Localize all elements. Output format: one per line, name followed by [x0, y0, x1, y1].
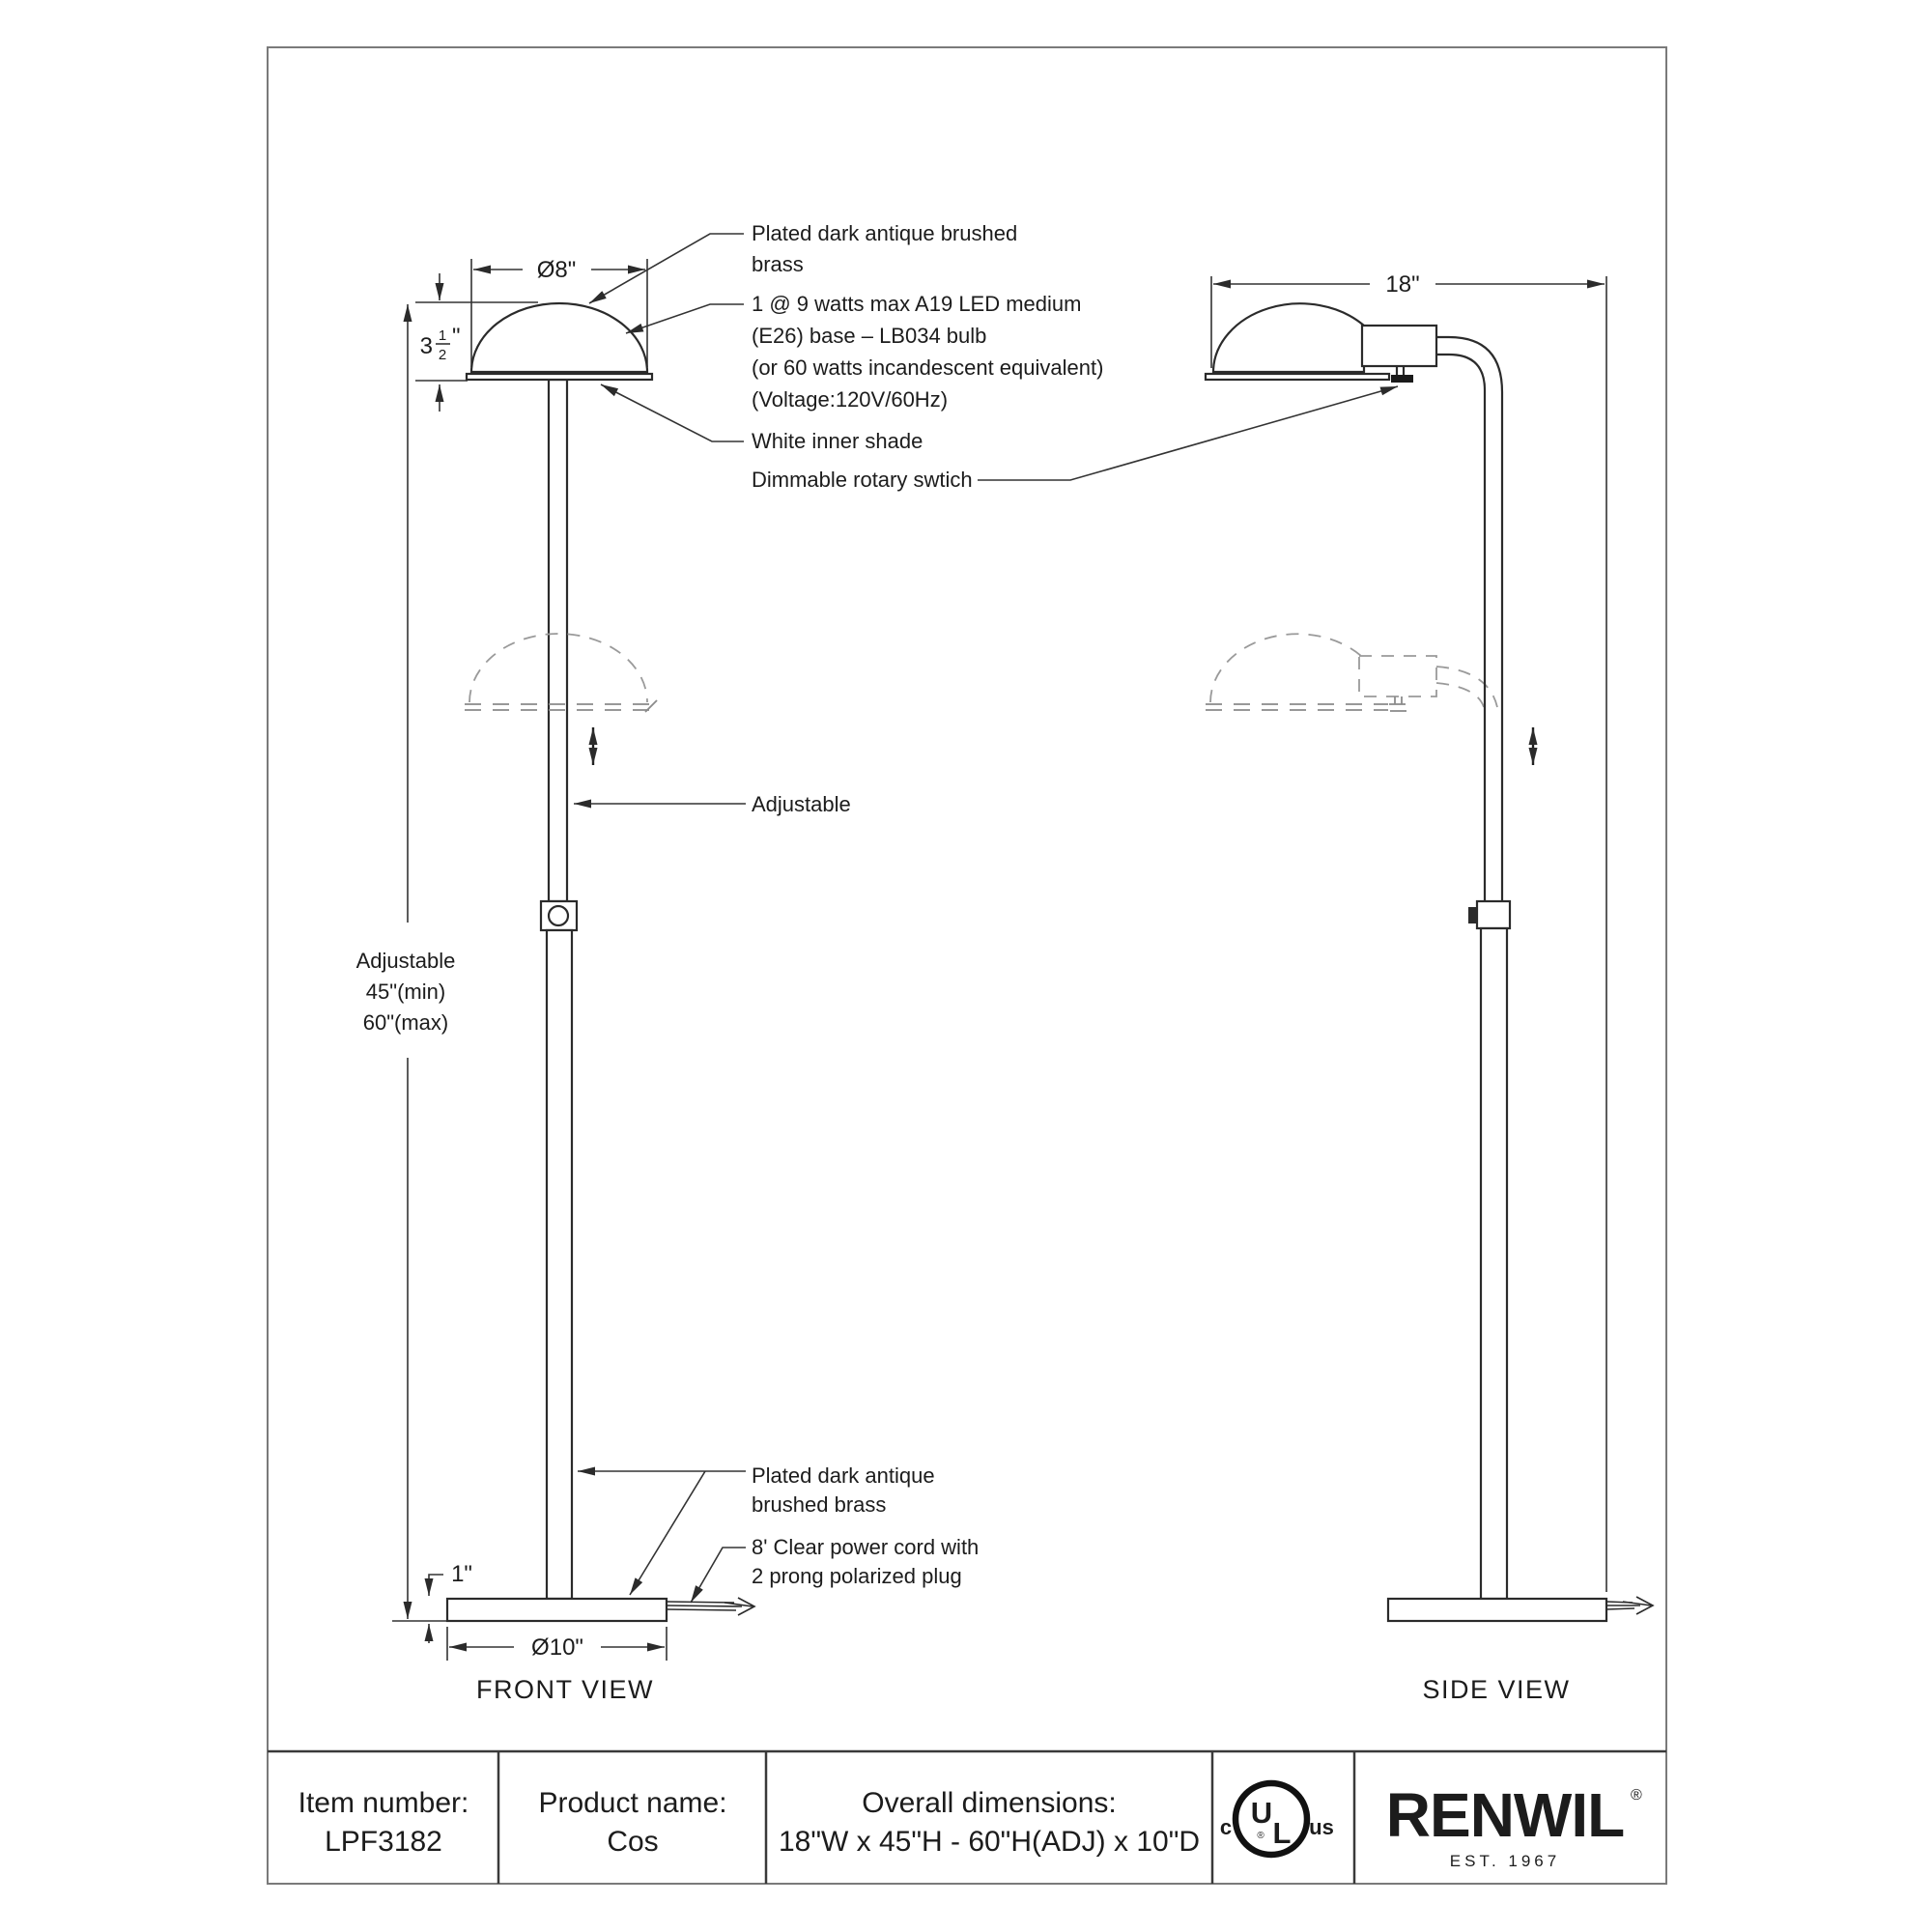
dim-side-width: 18": [1385, 271, 1420, 298]
title-block-product-cell: [538, 1787, 726, 1858]
front-annotations: [574, 221, 1398, 1603]
side-lamp: [1206, 303, 1653, 1621]
dim-shade-height-unit: ": [452, 324, 461, 350]
front-view-label: FRONT VIEW: [475, 1675, 655, 1704]
front-shade-rim: [467, 374, 652, 380]
front-power-cord: [667, 1598, 754, 1615]
brand-est: EST. 1967: [1449, 1852, 1561, 1870]
ul-certification-icon: [1220, 1783, 1334, 1855]
overall-dimensions-label: Overall dimensions:: [862, 1787, 1117, 1819]
label-bulb-2: (E26) base – LB034 bulb: [752, 324, 987, 348]
dim-base-height: 1": [451, 1561, 472, 1587]
dim-shade-height-numerator: 1: [438, 327, 447, 344]
label-inner-shade: White inner shade: [752, 429, 923, 453]
side-shade-dome: [1213, 303, 1364, 372]
front-view: [356, 221, 1398, 1704]
dim-shade-height-denominator: 2: [438, 347, 447, 363]
label-cord-1: 8' Clear power cord with: [752, 1535, 980, 1559]
renwil-logo: [1386, 1780, 1642, 1870]
ul-letter-u: U: [1250, 1796, 1273, 1830]
front-base: [447, 1599, 667, 1621]
side-shade-rim: [1206, 374, 1389, 380]
dim-range-line2: 45"(min): [365, 980, 446, 1004]
label-pole-material-2: brushed brass: [752, 1492, 887, 1517]
product-name-label: Product name:: [538, 1787, 727, 1819]
front-lower-pole: [547, 930, 572, 1599]
label-shade-material-2: brass: [752, 252, 804, 276]
front-dimension-text: [356, 257, 654, 1704]
side-arm-inner: [1436, 355, 1485, 901]
label-switch: Dimmable rotary swtich: [752, 468, 973, 492]
label-cord-2: 2 prong polarized plug: [752, 1564, 962, 1588]
side-adjust-collar: [1477, 901, 1510, 928]
ul-c-mark: c: [1219, 1815, 1233, 1839]
side-ghost-shade: [1206, 634, 1497, 711]
brand-name: RENWIL: [1385, 1780, 1625, 1850]
title-block-item-cell: [298, 1787, 469, 1858]
dim-adjustable-range: [356, 949, 456, 1035]
item-number-value: LPF3182: [325, 1826, 442, 1858]
ul-letter-l: L: [1272, 1816, 1292, 1850]
front-upper-pole: [549, 380, 567, 901]
front-shade-dome: [471, 303, 647, 372]
title-block-dimensions-cell: [779, 1787, 1200, 1858]
item-number-label: Item number:: [298, 1787, 469, 1819]
front-lamp: [447, 303, 754, 1621]
label-shade-material-1: Plated dark antique brushed: [752, 221, 1018, 245]
side-view-label: SIDE VIEW: [1422, 1675, 1571, 1704]
product-name-value: Cos: [607, 1826, 659, 1858]
dim-base-diameter: Ø10": [531, 1634, 583, 1661]
dim-range-line1: Adjustable: [355, 949, 456, 973]
brand-registered-mark: ®: [1631, 1787, 1642, 1804]
label-bulb-4: (Voltage:120V/60Hz): [752, 387, 949, 412]
dim-range-line3: 60"(max): [362, 1010, 449, 1035]
overall-dimensions-value: 18"W x 45"H - 60"H(ADJ) x 10"D: [778, 1826, 1201, 1858]
side-power-cord: [1606, 1597, 1653, 1614]
label-adjustable: Adjustable: [752, 792, 851, 816]
ul-us-mark: us: [1309, 1815, 1334, 1839]
side-rotary-switch: [1391, 375, 1413, 383]
side-dimension-lines: [1211, 276, 1606, 1592]
title-block: [268, 1751, 1666, 1884]
dim-shade-height-whole: 3: [419, 333, 433, 359]
label-pole-material-1: Plated dark antique: [752, 1463, 935, 1488]
side-collar-knob: [1468, 907, 1477, 923]
ul-registered-mark: ®: [1257, 1831, 1264, 1841]
side-shade-housing: [1362, 326, 1436, 366]
label-bulb-3: (or 60 watts incandescent equivalent): [752, 355, 1104, 380]
side-base: [1388, 1599, 1606, 1621]
dim-shade-diameter: Ø8": [536, 257, 577, 283]
label-bulb-1: 1 @ 9 watts max A19 LED medium: [752, 292, 1082, 316]
dim-shade-height: [420, 324, 461, 363]
side-arm-outer: [1436, 337, 1502, 901]
side-lower-pole: [1481, 928, 1507, 1599]
side-view: [1206, 271, 1653, 1704]
